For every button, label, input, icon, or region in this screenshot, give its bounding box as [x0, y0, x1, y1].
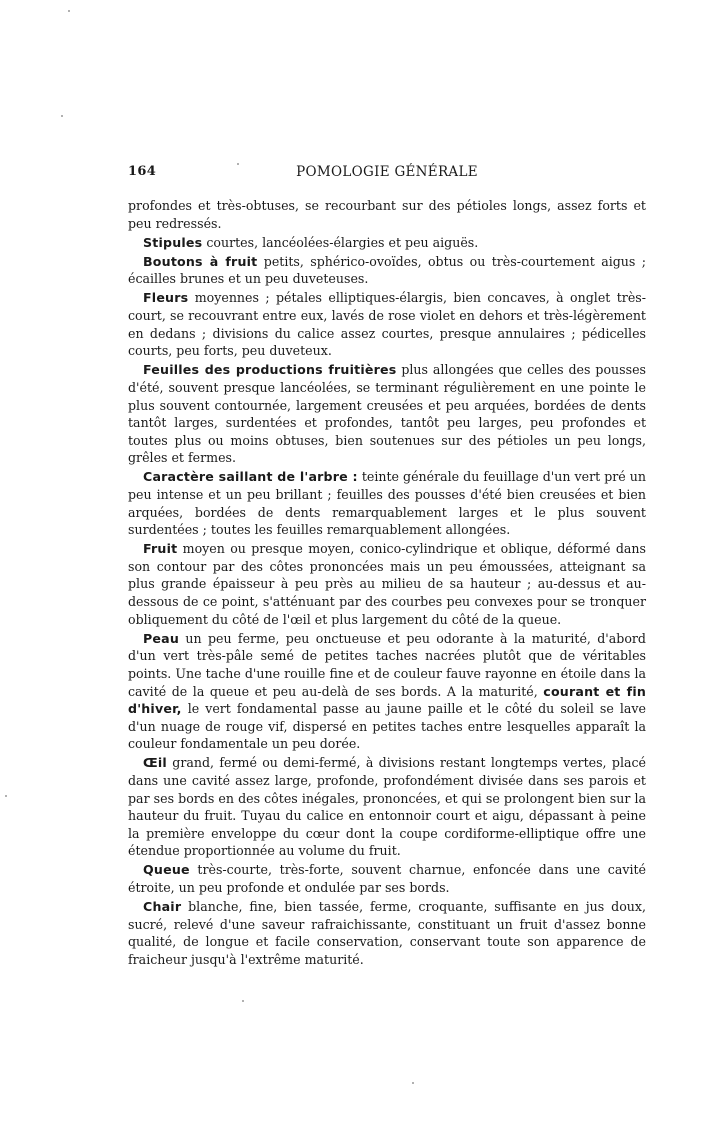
book-page [128, 164, 646, 970]
term-heading: Chair [143, 899, 182, 915]
paragraph-oeil [128, 754, 646, 860]
paragraph-fleurs [128, 289, 646, 359]
paragraph-text: très-courte, très-forte, souvent charnue, enfoncée dans une cavité étroite, un peu profonde et ondulée par ses bords. [128, 862, 646, 896]
paragraph-text: profondes et très-obtuses, se recourbant sur des pétioles longs, assez forts et peu redressés. [128, 198, 646, 231]
paragraph-text: petits, sphérico-ovoïdes, obtus ou très-courtement aigus ; écailles brunes et un peu duveteuses. [128, 253, 646, 287]
paragraph-text: moyen ou presque moyen, conico-cylindrique et oblique, déformé dans son contour par des côtes prononcées mais un peu émoussées, atteignant sa plus grande épaisseur à peu près au milieu de sa hauteur ; au-dessus et au-dessous de ce point, s'atténuant par des courbes peu convexes pour se tronquer obliquement du côté de l'œil et plus largement du côté de la queue. [128, 541, 646, 627]
term-heading: Stipules [143, 234, 203, 250]
term-heading: Œil [143, 755, 167, 771]
paragraph-continuation [128, 197, 646, 232]
paragraph-fruit [128, 540, 646, 628]
paragraph-chair [128, 898, 646, 968]
term-heading: Queue [143, 862, 190, 878]
term-heading: Fruit [143, 541, 178, 557]
scan-speck [412, 1082, 414, 1084]
paragraph-peau [128, 630, 646, 753]
scan-speck [5, 795, 7, 797]
paragraph-text: moyennes ; pétales elliptiques-élargis, bien concaves, à onglet très-court, se recouvrant entre eux, lavés de rose violet en dehors et très-légèrement en dedans ; divisions du calice assez courtes, presque annulaires ; pédicelles courts, peu forts, peu duveteux. [128, 290, 646, 359]
running-title: POMOLOGIE GÉNÉRALE [296, 164, 478, 180]
paragraph-text: plus allongées que celles des pousses d'été, souvent presque lancéolées, se terminant régulièrement en une pointe le plus souvent contournée, largement creusées et peu arquées, bordées de dents tantôt larges, surdentées et profondes, tantôt peu larges, peu profondes et toutes plus ou moins obtuses, bien soutenues sur des pétioles un peu longs, grêles et fermes. [128, 362, 646, 466]
paragraph-text: blanche, fine, bien tassée, ferme, croquante, suffisante en jus doux, sucré, relevé d'une saveur rafraichissante, constituant un fruit d'assez bonne qualité, de longue et facile conservation, conservant toute son apparence de fraicheur jusqu'à l'extrême maturité. [128, 899, 646, 967]
running-head [128, 164, 646, 186]
scan-speck [68, 10, 70, 12]
term-heading: Caractère saillant de l'arbre : [143, 469, 358, 485]
paragraph-queue [128, 861, 646, 896]
term-heading: Boutons à fruit [143, 253, 258, 269]
paragraph-text: courtes, lancéolées-élargies et peu aiguës. [202, 234, 479, 250]
paragraph-boutons-a-fruit [128, 253, 646, 288]
scan-speck [61, 115, 63, 117]
paragraph-text: grand, fermé ou demi-fermé, à divisions restant longtemps vertes, placé dans une cavité assez large, profonde, profondément divisée dans ses parois et par ses bords en des côtes inégales, prononcées, et qui se prolongent bien sur la hauteur du fruit. Tuyau du calice en entonnoir court et aigu, dépassant à peine la première enveloppe du cœur dont la coupe cordiforme-elliptique offre une étendue proportionnée au volume du fruit. [128, 755, 646, 859]
paragraph-stipules [128, 234, 646, 252]
scan-speck [242, 1000, 244, 1002]
term-heading: Peau [143, 630, 180, 646]
inline-term: courant et fin d'hiver, [128, 683, 646, 717]
term-heading: Fleurs [143, 290, 189, 306]
paragraph-feuilles [128, 361, 646, 467]
paragraph-text: le vert fondamental passe au jaune paille et le côté du soleil se lave d'un nuage de rouge vif, dispersé en petites taches entre lesquelles apparaît la couleur fondamentale un peu dorée. [128, 701, 646, 752]
body-text [128, 197, 646, 969]
paragraph-text: un peu ferme, peu onctueuse et peu odorante à la maturité, d'abord d'un vert très-pâle semé de petites taches nacrées plutôt que de véritables points. Une tache d'une rouille fine et de couleur fauve rayonne en étoile dans la cavité de la queue et peu au-delà de ses bords. A la maturité, [128, 630, 646, 699]
term-heading: Feuilles des productions fruitières [143, 362, 397, 378]
paragraph-text: teinte générale du feuillage d'un vert pré un peu intense et un peu brillant ; feuilles des pousses d'été bien creusées et bien arquées, bordées de dents remarquablement larges et le plus souvent surdentées ; toutes les feuilles remarquablement allongées. [128, 469, 646, 538]
page-number: 164 [128, 164, 157, 179]
paragraph-caractere-saillant [128, 468, 646, 538]
